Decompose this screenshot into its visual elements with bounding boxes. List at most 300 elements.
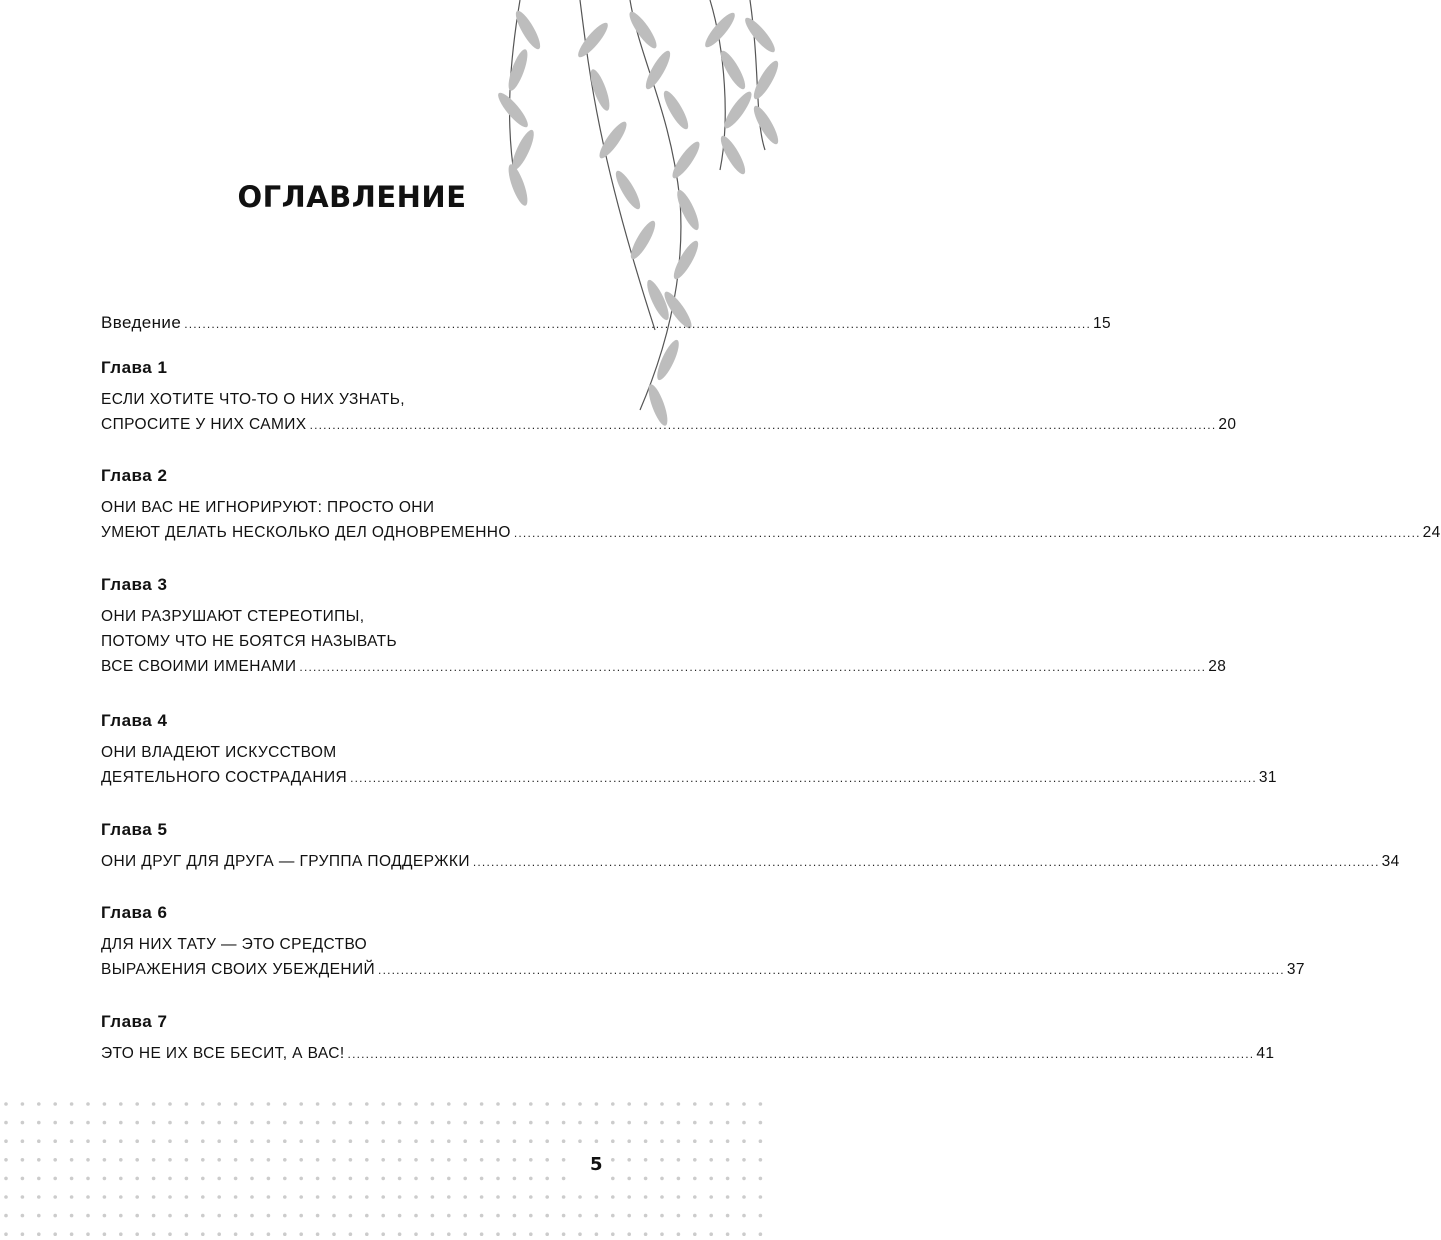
pattern-dot — [611, 1214, 615, 1218]
page-ref: 28 — [1208, 658, 1227, 675]
pattern-dot — [349, 1177, 353, 1181]
pattern-dot — [152, 1177, 156, 1181]
pattern-dot — [447, 1232, 451, 1236]
pattern-dot — [168, 1121, 172, 1125]
leaf-shape — [595, 119, 630, 162]
pattern-dot — [119, 1232, 123, 1236]
pattern-dot — [759, 1177, 763, 1181]
chapter-title-text: ОНИ ВАС НЕ ИГНОРИРУЮТ: ПРОСТО ОНИ — [101, 499, 435, 516]
pattern-dot — [529, 1102, 533, 1106]
pattern-dot — [463, 1195, 467, 1199]
pattern-dot — [431, 1158, 435, 1162]
pattern-dot — [365, 1177, 369, 1181]
pattern-dot — [4, 1139, 8, 1143]
pattern-dot — [480, 1214, 484, 1218]
pattern-dot — [365, 1121, 369, 1125]
chapter-title-text: ОНИ ДРУГ ДЛЯ ДРУГА — ГРУППА ПОДДЕРЖКИ — [101, 853, 470, 870]
pattern-dot — [283, 1139, 287, 1143]
pattern-dot — [627, 1121, 631, 1125]
pattern-dot — [447, 1214, 451, 1218]
pattern-dot — [562, 1139, 566, 1143]
pattern-dot — [709, 1195, 713, 1199]
pattern-dot — [332, 1214, 336, 1218]
pattern-dot — [316, 1177, 320, 1181]
pattern-dot — [529, 1139, 533, 1143]
pattern-dot — [562, 1214, 566, 1218]
pattern-dot — [759, 1102, 763, 1106]
pattern-dot — [135, 1158, 139, 1162]
intro-label: Введение — [101, 313, 182, 332]
leader-dots: ........................................................................................................................................................................................................ — [350, 771, 1257, 785]
pattern-dot — [250, 1121, 254, 1125]
pattern-dot — [201, 1158, 205, 1162]
page-ref: 34 — [1381, 853, 1400, 870]
pattern-dot — [267, 1232, 271, 1236]
pattern-dot — [250, 1102, 254, 1106]
pattern-dot — [627, 1139, 631, 1143]
pattern-dot — [283, 1121, 287, 1125]
pattern-dot — [726, 1195, 730, 1199]
pattern-dot — [267, 1121, 271, 1125]
pattern-dot — [578, 1214, 582, 1218]
pattern-dot — [316, 1158, 320, 1162]
pattern-dot — [217, 1195, 221, 1199]
pattern-dot — [37, 1121, 41, 1125]
pattern-dot — [316, 1195, 320, 1199]
pattern-dot — [4, 1158, 8, 1162]
pattern-dot — [447, 1195, 451, 1199]
pattern-dot — [37, 1195, 41, 1199]
pattern-dot — [349, 1232, 353, 1236]
pattern-dot — [37, 1139, 41, 1143]
pattern-dot — [316, 1214, 320, 1218]
pattern-dot — [611, 1139, 615, 1143]
pattern-dot — [414, 1139, 418, 1143]
pattern-dot — [37, 1158, 41, 1162]
chapter-title-line[interactable] — [101, 657, 1227, 677]
pattern-dot — [677, 1102, 681, 1106]
pattern-dot — [21, 1121, 25, 1125]
leaf-shape — [660, 88, 692, 132]
page-ref: 31 — [1258, 769, 1277, 786]
pattern-dot — [677, 1139, 681, 1143]
pattern-dot — [562, 1232, 566, 1236]
pattern-dot — [496, 1195, 500, 1199]
pattern-dot — [283, 1232, 287, 1236]
pattern-dot — [480, 1139, 484, 1143]
leaf-shape — [750, 103, 782, 147]
pattern-dot — [693, 1232, 697, 1236]
pattern-dot — [529, 1121, 533, 1125]
pattern-dot — [529, 1158, 533, 1162]
pattern-dot — [447, 1121, 451, 1125]
pattern-dot — [365, 1232, 369, 1236]
pattern-dot — [381, 1139, 385, 1143]
pattern-dot — [267, 1177, 271, 1181]
pattern-dot — [185, 1139, 189, 1143]
pattern-dot — [414, 1158, 418, 1162]
pattern-dot — [349, 1214, 353, 1218]
pattern-dot — [611, 1158, 615, 1162]
pattern-dot — [349, 1195, 353, 1199]
leaf-shape — [750, 58, 782, 102]
pattern-dot — [513, 1232, 517, 1236]
pattern-dot — [578, 1102, 582, 1106]
pattern-dot — [332, 1121, 336, 1125]
page-ref: 37 — [1286, 961, 1305, 978]
pattern-dot — [562, 1102, 566, 1106]
pattern-dot — [595, 1102, 599, 1106]
pattern-dot — [135, 1102, 139, 1106]
pattern-dot — [332, 1195, 336, 1199]
leaf-shape — [741, 14, 778, 55]
chapter-title-line[interactable] — [101, 852, 1400, 872]
page-ref: 20 — [1218, 416, 1237, 433]
pattern-dot — [513, 1195, 517, 1199]
pattern-dot — [447, 1158, 451, 1162]
pattern-dot — [644, 1102, 648, 1106]
chapter-heading: Глава 7 — [101, 1012, 168, 1031]
pattern-dot — [414, 1214, 418, 1218]
pattern-dot — [103, 1195, 107, 1199]
pattern-dot — [545, 1121, 549, 1125]
pattern-dot — [119, 1121, 123, 1125]
leaf-shape — [717, 48, 749, 92]
pattern-dot — [299, 1139, 303, 1143]
pattern-dot — [578, 1232, 582, 1236]
pattern-dot — [578, 1195, 582, 1199]
pattern-dot — [365, 1195, 369, 1199]
pattern-dot — [119, 1195, 123, 1199]
pattern-dot — [660, 1139, 664, 1143]
pattern-dot — [660, 1158, 664, 1162]
pattern-dot — [250, 1139, 254, 1143]
pattern-dot — [529, 1177, 533, 1181]
pattern-dot — [742, 1102, 746, 1106]
pattern-dot — [103, 1102, 107, 1106]
pattern-dot — [332, 1177, 336, 1181]
pattern-dot — [185, 1214, 189, 1218]
pattern-dot — [135, 1214, 139, 1218]
pattern-dot — [726, 1177, 730, 1181]
leaf-shape — [717, 133, 749, 177]
pattern-dot — [447, 1177, 451, 1181]
pattern-dot — [250, 1195, 254, 1199]
chapter-title-text: УМЕЮТ ДЕЛАТЬ НЕСКОЛЬКО ДЕЛ ОДНОВРЕМЕННО — [101, 524, 511, 541]
leader-dots: ........................................................................................................................................................................................................ — [299, 660, 1207, 674]
pattern-dot — [332, 1232, 336, 1236]
pattern-dot — [299, 1232, 303, 1236]
pattern-dot — [595, 1121, 599, 1125]
pattern-dot — [53, 1139, 57, 1143]
pattern-dot — [332, 1102, 336, 1106]
chapter-title-line[interactable] — [101, 960, 1305, 980]
pattern-dot — [53, 1195, 57, 1199]
pattern-dot — [709, 1158, 713, 1162]
leaf-shape — [587, 67, 613, 112]
pattern-dot — [431, 1177, 435, 1181]
pattern-dot — [742, 1177, 746, 1181]
pattern-dot — [398, 1232, 402, 1236]
pattern-dot — [365, 1214, 369, 1218]
chapter-title-text: ДЕЯТЕЛЬНОГО СОСТРАДАНИЯ — [101, 769, 348, 786]
pattern-dot — [709, 1214, 713, 1218]
page-ref: 24 — [1422, 524, 1441, 541]
pattern-dot — [21, 1177, 25, 1181]
pattern-dot — [660, 1121, 664, 1125]
pattern-dot — [250, 1214, 254, 1218]
chapter-title-line[interactable] — [101, 768, 1277, 788]
toc-entry-intro[interactable] — [101, 313, 1112, 334]
pattern-dot — [349, 1121, 353, 1125]
pattern-dot — [152, 1214, 156, 1218]
pattern-dot — [185, 1195, 189, 1199]
pattern-dot — [234, 1214, 238, 1218]
chapter-title-line — [101, 498, 602, 518]
pattern-dot — [201, 1232, 205, 1236]
pattern-dot — [693, 1121, 697, 1125]
pattern-dot — [480, 1232, 484, 1236]
pattern-dot — [217, 1139, 221, 1143]
pattern-dot — [578, 1121, 582, 1125]
pattern-dot — [759, 1121, 763, 1125]
pattern-dot — [611, 1232, 615, 1236]
pattern-dot — [234, 1232, 238, 1236]
pattern-dot — [513, 1177, 517, 1181]
pattern-dot — [201, 1177, 205, 1181]
pattern-dot — [135, 1195, 139, 1199]
pattern-dot — [103, 1158, 107, 1162]
pattern-dot — [660, 1177, 664, 1181]
pattern-dot — [726, 1102, 730, 1106]
pattern-dot — [70, 1214, 74, 1218]
pattern-dot — [693, 1214, 697, 1218]
pattern-dot — [545, 1158, 549, 1162]
pattern-dot — [283, 1195, 287, 1199]
pattern-dot — [463, 1121, 467, 1125]
pattern-dot — [152, 1195, 156, 1199]
pattern-dot — [185, 1158, 189, 1162]
pattern-dot — [70, 1158, 74, 1162]
pattern-dot — [70, 1177, 74, 1181]
pattern-dot — [562, 1121, 566, 1125]
pattern-dot — [562, 1177, 566, 1181]
pattern-dot — [4, 1102, 8, 1106]
chapter-title-text: ОНИ РАЗРУШАЮТ СТЕРЕОТИПЫ, — [101, 608, 365, 625]
chapter-heading: Глава 1 — [101, 358, 168, 377]
pattern-dot — [627, 1195, 631, 1199]
pattern-dot — [250, 1158, 254, 1162]
pattern-dot — [709, 1232, 713, 1236]
pattern-dot — [496, 1214, 500, 1218]
pattern-dot — [86, 1102, 90, 1106]
pattern-dot — [431, 1214, 435, 1218]
pattern-dot — [381, 1121, 385, 1125]
page-ref: 41 — [1256, 1045, 1275, 1062]
pattern-dot — [463, 1214, 467, 1218]
pattern-dot — [53, 1232, 57, 1236]
pattern-dot — [168, 1139, 172, 1143]
pattern-dot — [267, 1214, 271, 1218]
pattern-dot — [365, 1102, 369, 1106]
pattern-dot — [660, 1214, 664, 1218]
pattern-dot — [299, 1214, 303, 1218]
pattern-dot — [496, 1177, 500, 1181]
leader-dots: ........................................................................................................................................................................................................ — [378, 963, 1285, 977]
pattern-dot — [627, 1214, 631, 1218]
chapter-heading: Глава 5 — [101, 820, 168, 839]
pattern-dot — [53, 1121, 57, 1125]
pattern-dot — [152, 1232, 156, 1236]
pattern-dot — [381, 1102, 385, 1106]
pattern-dot — [201, 1139, 205, 1143]
pattern-dot — [529, 1214, 533, 1218]
pattern-dot — [103, 1177, 107, 1181]
pattern-dot — [627, 1102, 631, 1106]
pattern-dot — [119, 1139, 123, 1143]
pattern-dot — [135, 1139, 139, 1143]
pattern-dot — [168, 1232, 172, 1236]
pattern-dot — [201, 1102, 205, 1106]
pattern-dot — [644, 1232, 648, 1236]
pattern-dot — [742, 1214, 746, 1218]
pattern-dot — [86, 1232, 90, 1236]
leaf-shape — [642, 48, 674, 92]
pattern-dot — [496, 1158, 500, 1162]
pattern-dot — [480, 1121, 484, 1125]
pattern-dot — [496, 1102, 500, 1106]
page-number: 5 — [590, 1154, 603, 1175]
pattern-dot — [398, 1195, 402, 1199]
pattern-dot — [726, 1232, 730, 1236]
pattern-dot — [21, 1232, 25, 1236]
pattern-dot — [316, 1102, 320, 1106]
pattern-dot — [414, 1102, 418, 1106]
pattern-dot — [4, 1195, 8, 1199]
pattern-dot — [414, 1195, 418, 1199]
pattern-dot — [759, 1139, 763, 1143]
pattern-dot — [86, 1177, 90, 1181]
pattern-dot — [513, 1139, 517, 1143]
pattern-dot — [250, 1232, 254, 1236]
pattern-dot — [463, 1139, 467, 1143]
pattern-dot — [545, 1195, 549, 1199]
pattern-dot — [644, 1158, 648, 1162]
pattern-dot — [234, 1158, 238, 1162]
chapter-title-line[interactable] — [101, 523, 1441, 543]
pattern-dot — [693, 1139, 697, 1143]
pattern-dot — [37, 1232, 41, 1236]
pattern-dot — [70, 1232, 74, 1236]
pattern-dot — [119, 1102, 123, 1106]
pattern-dot — [86, 1214, 90, 1218]
pattern-dot — [595, 1232, 599, 1236]
pattern-dot — [234, 1177, 238, 1181]
leader-dots: ........................................................................................................................................................................................................ — [472, 855, 1380, 869]
pattern-dot — [644, 1121, 648, 1125]
pattern-dot — [119, 1177, 123, 1181]
pattern-dot — [759, 1195, 763, 1199]
pattern-dot — [513, 1121, 517, 1125]
dot-pattern-decoration — [0, 1090, 768, 1240]
pattern-dot — [152, 1121, 156, 1125]
pattern-dot — [513, 1158, 517, 1162]
pattern-dot — [316, 1232, 320, 1236]
leader-dots: ........................................................................................................................................................................................................ — [184, 317, 1091, 331]
leaf-shape — [670, 238, 702, 282]
pattern-dot — [742, 1158, 746, 1162]
pattern-dot — [447, 1139, 451, 1143]
chapter-title-line[interactable] — [101, 415, 1237, 435]
pattern-dot — [726, 1214, 730, 1218]
pattern-dot — [381, 1158, 385, 1162]
pattern-dot — [267, 1139, 271, 1143]
pattern-dot — [398, 1102, 402, 1106]
pattern-dot — [185, 1177, 189, 1181]
pattern-dot — [611, 1102, 615, 1106]
pattern-dot — [103, 1121, 107, 1125]
pattern-dot — [529, 1195, 533, 1199]
chapter-title-line — [101, 607, 602, 627]
leaf-shape — [627, 218, 659, 262]
pattern-dot — [759, 1232, 763, 1236]
pattern-dot — [677, 1121, 681, 1125]
pattern-dot — [398, 1121, 402, 1125]
pattern-dot — [332, 1139, 336, 1143]
pattern-dot — [431, 1121, 435, 1125]
pattern-dot — [168, 1195, 172, 1199]
pattern-dot — [709, 1102, 713, 1106]
chapter-title-text: ПОТОМУ ЧТО НЕ БОЯТСЯ НАЗЫВАТЬ — [101, 633, 398, 650]
pattern-dot — [185, 1121, 189, 1125]
pattern-dot — [644, 1195, 648, 1199]
pattern-dot — [611, 1195, 615, 1199]
pattern-dot — [316, 1121, 320, 1125]
chapter-heading: Глава 3 — [101, 575, 168, 594]
pattern-dot — [168, 1177, 172, 1181]
chapter-heading: Глава 6 — [101, 903, 168, 922]
pattern-dot — [496, 1139, 500, 1143]
pattern-dot — [693, 1102, 697, 1106]
pattern-dot — [349, 1158, 353, 1162]
pattern-dot — [103, 1214, 107, 1218]
pattern-dot — [562, 1158, 566, 1162]
pattern-dot — [480, 1102, 484, 1106]
pattern-dot — [299, 1121, 303, 1125]
pattern-dot — [4, 1232, 8, 1236]
pattern-dot — [644, 1139, 648, 1143]
leader-dots: ........................................................................................................................................................................................................ — [309, 418, 1217, 432]
leaf-shape — [625, 9, 660, 52]
pattern-dot — [299, 1158, 303, 1162]
pattern-dot — [677, 1232, 681, 1236]
pattern-dot — [693, 1177, 697, 1181]
leaf-shape — [512, 8, 544, 52]
pattern-dot — [660, 1232, 664, 1236]
chapter-title-line[interactable] — [101, 1044, 1275, 1064]
pattern-dot — [398, 1177, 402, 1181]
pattern-dot — [644, 1177, 648, 1181]
pattern-dot — [414, 1177, 418, 1181]
pattern-dot — [431, 1195, 435, 1199]
pattern-dot — [283, 1158, 287, 1162]
pattern-dot — [283, 1102, 287, 1106]
pattern-dot — [677, 1177, 681, 1181]
pattern-dot — [398, 1139, 402, 1143]
leaf-shape — [653, 338, 682, 383]
chapter-title-line — [101, 743, 602, 763]
leaf-shape — [505, 47, 531, 92]
